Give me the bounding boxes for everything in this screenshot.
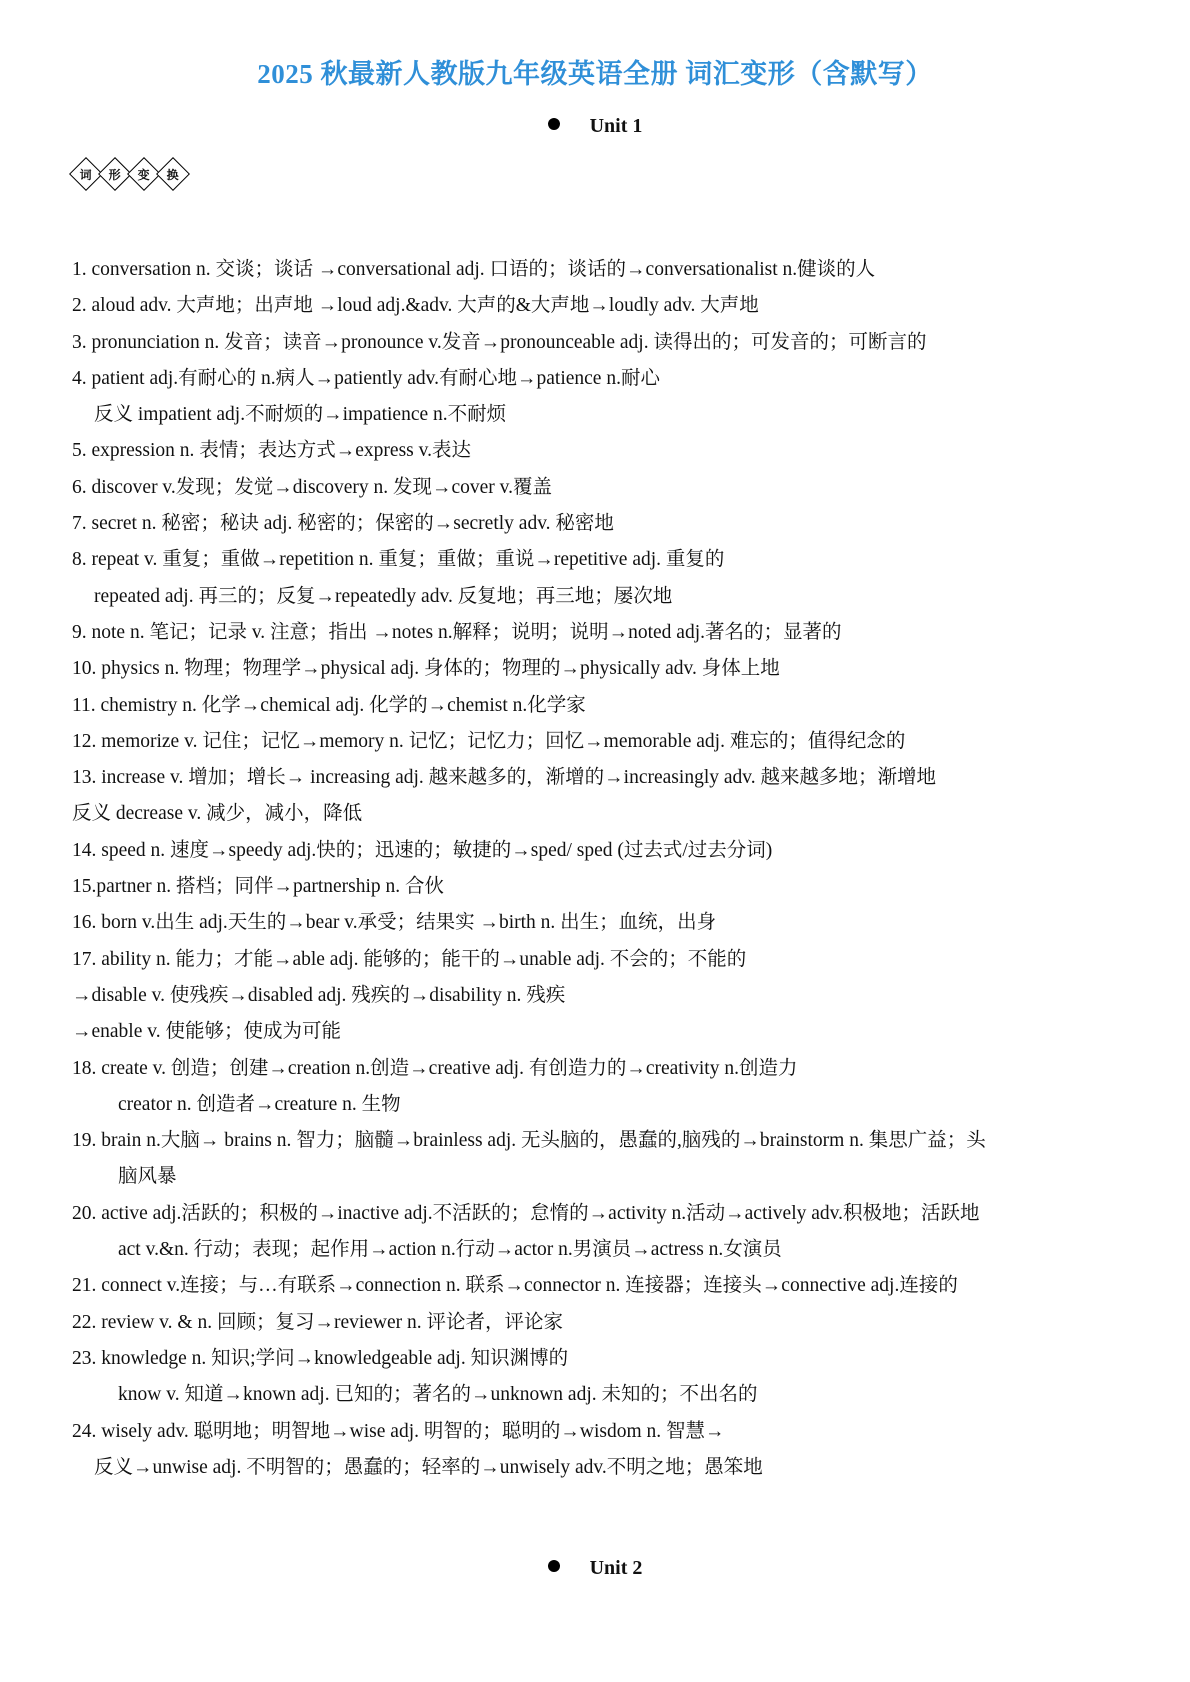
vocab-line: 2. aloud adv. 大声地；出声地 →loud adj.&adv. 大声的&大声地→loudly adv. 大声地 xyxy=(72,295,759,317)
vocab-line: 14. speed n. 速度→speedy adj.快的；迅速的；敏捷的→sped/ sped (过去式/过去分词) xyxy=(72,839,773,861)
vocab-line: 15.partner n. 搭档；同伴→partnership n. 合伙 xyxy=(72,876,445,898)
vocab-line: →enable v. 使能够；使成为可能 xyxy=(72,1021,341,1043)
vocab-line: 11. chemistry n. 化学→chemical adj. 化学的→chemist n.化学家 xyxy=(72,694,586,716)
unit-1-heading xyxy=(0,115,1190,138)
bullet-icon xyxy=(548,1560,560,1572)
unit-1-label: Unit 1 xyxy=(589,115,643,137)
vocab-line: 16. born v.出生 adj.天生的→bear v.承受；结果实 →birth n. 出生；血统，出身 xyxy=(72,912,717,934)
page-title: 2025 秋最新人教版九年级英语全册 词汇变形（含默写） xyxy=(257,59,933,89)
badge-char: 形 xyxy=(108,167,122,182)
unit-2-heading xyxy=(0,1557,1190,1580)
vocab-line: 13. increase v. 增加；增长→ increasing adj. 越来越多的，渐增的→increasingly adv. 越来越多地；渐增地 xyxy=(72,767,936,789)
vocab-line: 5. expression n. 表情；表达方式→express v.表达 xyxy=(72,440,471,462)
vocab-line: 反义→unwise adj. 不明智的；愚蠢的；轻率的→unwisely adv.不明之地；愚笨地 xyxy=(94,1456,763,1478)
vocab-line: 脑风暴 xyxy=(118,1166,177,1188)
badge-char: 词 xyxy=(79,167,93,182)
vocab-line: 9. note n. 笔记；记录 v. 注意；指出 →notes n.解释；说明；说明→noted adj.著名的；显著的 xyxy=(72,621,842,643)
bullet-icon xyxy=(548,118,560,130)
vocab-line: 12. memorize v. 记住；记忆→memory n. 记忆；记忆力；回忆→memorable adj. 难忘的；值得纪念的 xyxy=(72,730,906,752)
vocab-line: creator n. 创造者→creature n. 生物 xyxy=(118,1093,401,1115)
vocabulary-list xyxy=(72,252,1130,1486)
badge-char: 变 xyxy=(137,167,151,182)
vocab-line: 3. pronunciation n. 发音；读音→pronounce v.发音→pronounceable adj. 读得出的；可发音的；可断言的 xyxy=(72,331,927,353)
vocab-line: 21. connect v.连接；与…有联系→connection n. 联系→connector n. 连接器；连接头→connective adj.连接的 xyxy=(72,1275,958,1297)
vocab-line: know v. 知道→known adj. 已知的；著名的→unknown adj. 未知的；不出名的 xyxy=(118,1384,758,1406)
vocab-line: 17. ability n. 能力；才能→able adj. 能够的；能干的→unable adj. 不会的；不能的 xyxy=(72,948,747,970)
vocab-line: →disable v. 使残疾→disabled adj. 残疾的→disability n. 残疾 xyxy=(72,984,566,1006)
vocab-line: 4. patient adj.有耐心的 n.病人→patiently adv.有耐心地→patience n.耐心 xyxy=(72,367,660,389)
vocab-line: 19. brain n.大脑→ brains n. 智力；脑髓→brainless adj. 无头脑的，愚蠢的,脑残的→brainstorm n. 集思广益；头 xyxy=(72,1130,986,1152)
vocab-line: 反义 decrease v. 减少，减小，降低 xyxy=(72,803,363,825)
vocab-line: 10. physics n. 物理；物理学→physical adj. 身体的；物理的→physically adv. 身体上地 xyxy=(72,658,780,680)
word-transform-badge xyxy=(74,162,190,186)
vocab-line: 反义 impatient adj.不耐烦的→impatience n.不耐烦 xyxy=(94,404,507,426)
vocab-line: 8. repeat v. 重复；重做→repetition n. 重复；重做；重说→repetitive adj. 重复的 xyxy=(72,549,725,571)
vocab-line: repeated adj. 再三的；反复→repeatedly adv. 反复地；再三地；屡次地 xyxy=(94,585,673,607)
vocab-line: 23. knowledge n. 知识;学问→knowledgeable adj. 知识渊博的 xyxy=(72,1347,569,1369)
vocab-line: 22. review v. & n. 回顾；复习→reviewer n. 评论者，评论家 xyxy=(72,1311,564,1333)
vocab-line: 18. create v. 创造；创建→creation n.创造→creative adj. 有创造力的→creativity n.创造力 xyxy=(72,1057,798,1079)
vocab-line: act v.&n. 行动；表现；起作用→action n.行动→actor n.男演员→actress n.女演员 xyxy=(118,1239,782,1261)
vocab-line: 7. secret n. 秘密；秘诀 adj. 秘密的；保密的→secretly adv. 秘密地 xyxy=(72,513,614,535)
vocab-line: 20. active adj.活跃的；积极的→inactive adj.不活跃的；怠惰的→activity n.活动→actively adv.积极地；活跃地 xyxy=(72,1202,980,1224)
badge-char: 换 xyxy=(166,167,180,182)
unit-2-label: Unit 2 xyxy=(589,1557,643,1579)
vocab-line: 1. conversation n. 交谈；谈话 →conversational adj. 口语的；谈话的→conversationalist n.健谈的人 xyxy=(72,259,876,280)
vocab-line: 24. wisely adv. 聪明地；明智地→wise adj. 明智的；聪明的→wisdom n. 智慧→ xyxy=(72,1420,725,1442)
vocab-line: 6. discover v.发现；发觉→discovery n. 发现→cover v.覆盖 xyxy=(72,476,553,498)
